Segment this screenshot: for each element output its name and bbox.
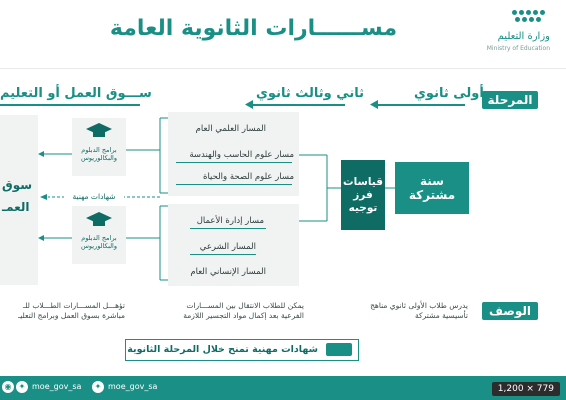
track-business: مسار إدارة الأعمال (196, 216, 264, 226)
certificate-icon (326, 343, 352, 356)
social-icon[interactable]: ◉ (2, 381, 14, 393)
track-general-science: المسار العلمي العام (195, 124, 266, 134)
social-handle-1[interactable]: moe_gov_sa (32, 382, 82, 391)
logo-text: وزارة التعليم (497, 31, 550, 42)
track-health-life: مسار علوم الصحة والحياة (203, 172, 294, 182)
desc-third: تؤهـــل المســـارات الطـــلاب للـ مباشرة بسوق العمل وبرامج التعليـ (18, 301, 125, 320)
desc-first: يدرس طلاب الأولى ثانوي مناهج تأسيسية مشتركة (370, 301, 468, 320)
track-underline (190, 254, 256, 255)
common-year-box: سنة مشتركة (395, 162, 469, 214)
footer (0, 376, 566, 400)
social-handle-2[interactable]: moe_gov_sa (108, 382, 158, 391)
programs-label-2: برامج الدبلوم والبكالوريوس (80, 234, 118, 250)
twitter-icon[interactable]: ✦ (92, 381, 104, 393)
programs-label-1: برامج الدبلوم والبكالوريوس (80, 146, 118, 162)
logo-subtitle: Ministry of Education (486, 45, 550, 52)
stage-second-third: ثاني وثالث ثانوي (256, 86, 365, 101)
market-text-2: العمـ (2, 200, 30, 214)
page-title: مســــــارات الثانوية العامة (109, 16, 398, 41)
track-underline (176, 184, 292, 185)
certs-label: شهادات مهنية (64, 193, 124, 201)
twitter-icon[interactable]: ✦ (16, 381, 28, 393)
track-general-humanities: المسار الإنساني العام (190, 267, 266, 277)
description-label: الوصف (482, 302, 538, 320)
stage-first: أولى ثانوي (414, 86, 484, 101)
certificate-note (125, 339, 359, 361)
track-underline (190, 228, 266, 229)
sorting-box: قياسات فرز توجيه (341, 160, 385, 230)
track-underline (176, 162, 292, 163)
certificate-note-text: شهادات مهنية تمنح خلال المرحلة الثانوية (127, 344, 318, 355)
desc-second: يمكن للطلاب الانتقال بين المســـارات الفرعية بعد إكمال مواد التجسير اللازمة (183, 301, 304, 320)
stage-label: المرحلة (482, 91, 538, 109)
stage-market: ســـوق العمل أو التعليم (0, 86, 152, 101)
image-dimensions-badge: 1,200 × 779 (492, 382, 560, 396)
track-sharia: المسار الشرعي (199, 242, 256, 252)
track-computer-engineering: مسار علوم الحاسب والهندسة (189, 150, 294, 160)
market-text-1: سوق (2, 178, 33, 192)
